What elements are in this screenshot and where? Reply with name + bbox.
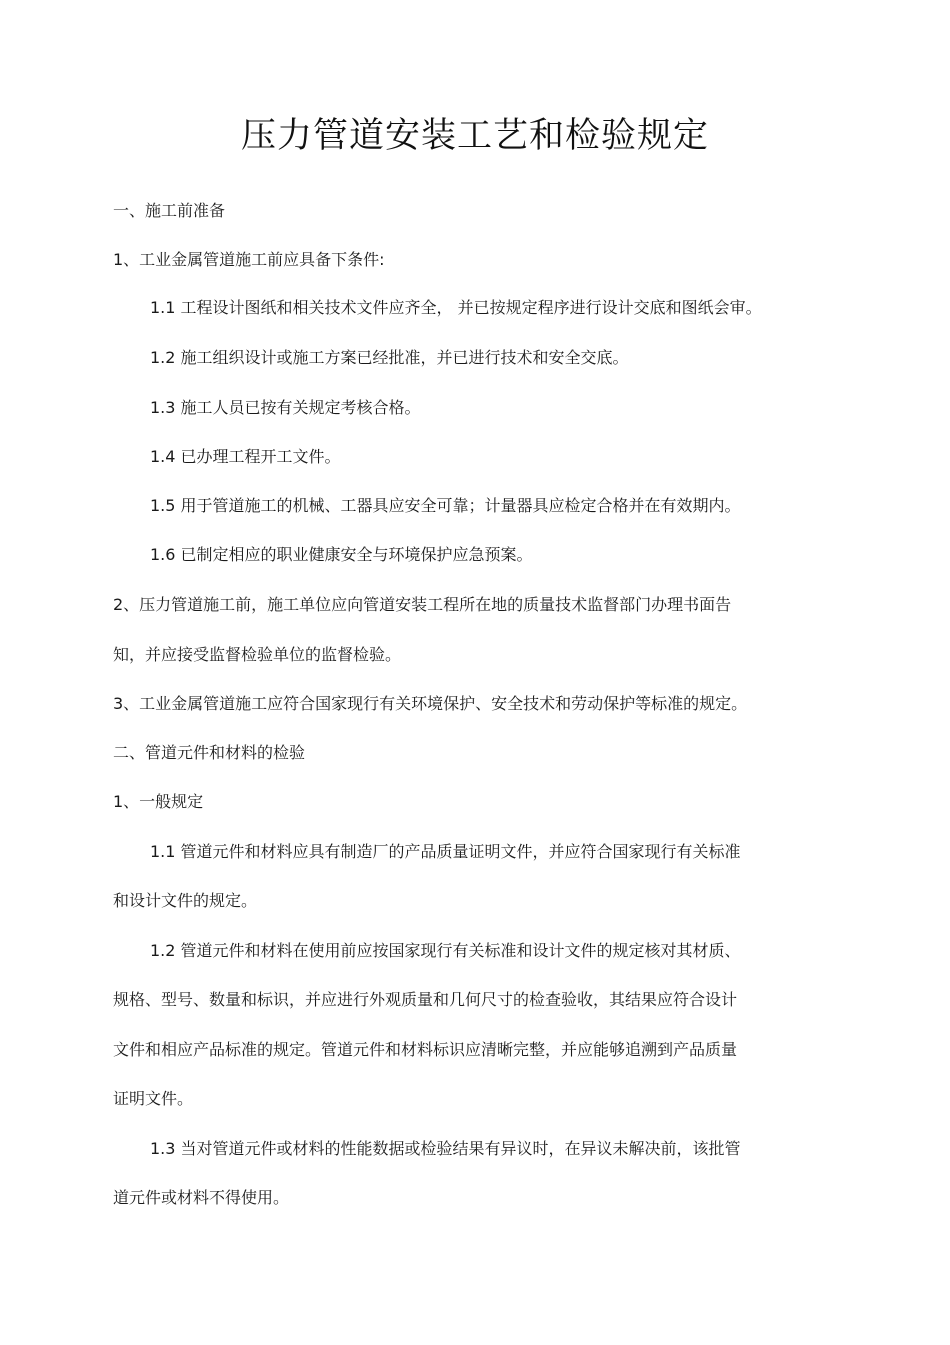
list-item: 1.2 施工组织设计或施工方案已经批准，并已进行技术和安全交底。 (150, 348, 629, 367)
list-item: 1.3 当对管道元件或材料的性能数据或检验结果有异议时，在异议未解决前，该批管 (150, 1139, 741, 1158)
list-item: 1.1 管道元件和材料应具有制造厂的产品质量证明文件，并应符合国家现行有关标准 (150, 842, 741, 861)
paragraph: 1、工业金属管道施工前应具备下条件: (113, 250, 385, 269)
paragraph: 知，并应接受监督检验单位的监督检验。 (113, 645, 402, 664)
list-item: 1.1 工程设计图纸和相关技术文件应齐全， 并已按规定程序进行设计交底和图纸会审。 (150, 298, 762, 317)
list-item: 1.4 已办理工程开工文件。 (150, 447, 341, 466)
list-item: 1.5 用于管道施工的机械、工器具应安全可靠；计量器具应检定合格并在有效期内。 (150, 496, 741, 515)
document-title: 压力管道安装工艺和检验规定 (240, 116, 709, 156)
list-item: 1.6 已制定相应的职业健康安全与环境保护应急预案。 (150, 545, 533, 564)
paragraph: 1、一般规定 (113, 792, 204, 811)
paragraph: 道元件或材料不得使用。 (113, 1188, 290, 1207)
paragraph: 3、工业金属管道施工应符合国家现行有关环境保护、安全技术和劳动保护等标准的规定。 (113, 694, 748, 713)
paragraph: 规格、型号、数量和标识，并应进行外观质量和几何尺寸的检查验收，其结果应符合设计 (113, 990, 738, 1009)
paragraph: 和设计文件的规定。 (113, 891, 258, 910)
section-heading-1: 一、施工前准备 (113, 201, 226, 220)
paragraph: 证明文件。 (113, 1089, 194, 1108)
list-item: 1.3 施工人员已按有关规定考核合格。 (150, 398, 421, 417)
list-item: 1.2 管道元件和材料在使用前应按国家现行有关标准和设计文件的规定核对其材质、 (150, 941, 741, 960)
section-heading-2: 二、管道元件和材料的检验 (113, 743, 306, 762)
paragraph: 文件和相应产品标准的规定。管道元件和材料标识应清晰完整，并应能够追溯到产品质量 (113, 1040, 738, 1059)
paragraph: 2、压力管道施工前，施工单位应向管道安装工程所在地的质量技术监督部门办理书面告 (113, 595, 732, 614)
